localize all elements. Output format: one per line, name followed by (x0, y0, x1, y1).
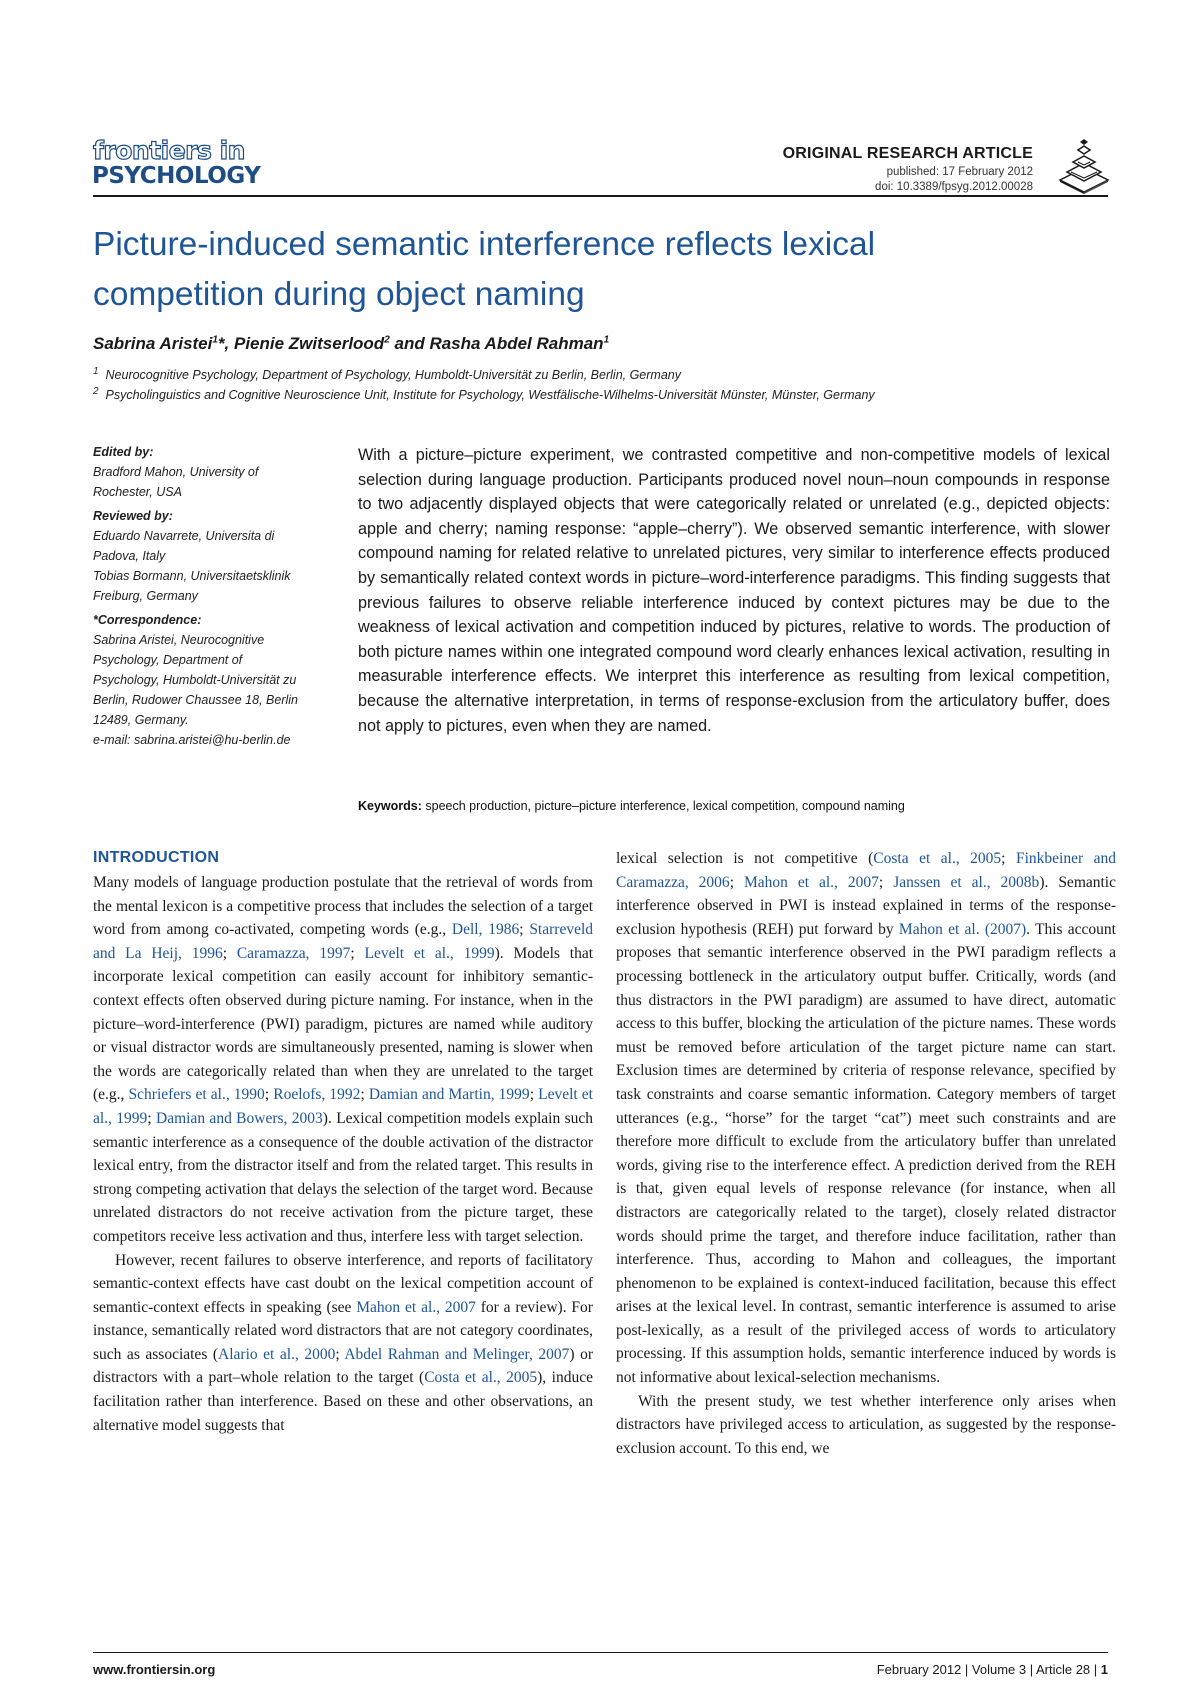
abstract: With a picture–picture experiment, we contrasted competitive and non-competitive models of lexical selection during language production. Participants produced novel noun–noun compounds in response to two adjacently displayed objects that were categorically related or unrelated (e.g., depicted objects: apple and cherry; naming response: “apple–cherry”). We observed semantic interference, with slower compound naming for related relative to unrelated pictures, very similar to interference effects produced by semantically related context words in picture–word-interference paradigms. This finding suggests that previous failures to observe reliable interference induced by context pictures may be due to the weakness of lexical activation and competition induced by pictures, relative to words. The production of both picture names within one integrated compound word clearly enhances lexical activation, resulting in measurable interference effects. We interpret this interference as resulting from lexical competition, because the alternative interpretation, in terms of response-exclusion from the articulatory buffer, does not apply to pictures, even when they are named. (358, 446, 1110, 735)
correspondence-line: Psychology, Humboldt-Universität zu (93, 673, 297, 687)
citation-link[interactable]: Finkbeiner and Caramazza, 2006 (616, 850, 1116, 891)
paragraph: Many models of language production postulate that the retrieval of words from the mental lexicon is a competitive process that includes the selection of a target word from among co-activated, competing words (e.g., Dell, 1986; Starreveld and La Heij, 1996; Caramazza, 1997; Levelt et al., 1999). Models that incorporate lexical competition can easily account for inhibitory semantic-context effects often observed during picture naming. For instance, when in the picture–word-interference (PWI) paradigm, pictures are named while auditory or visual distractor words are simultaneously presented, naming is slower when the words are categorically related than when they are unrelated to the target (e.g., Schriefers et al., 1990; Roelofs, 1992; Damian and Martin, 1999; Levelt et al., 1999; Damian and Bowers, 2003). Lexical competition models explain such semantic interference as a consequence of the double activation of the distractor lexical entry, from the distractor itself and from the related target. This results in strong competing activation that delays the selection of the target word. Because unrelated distractors do not receive activation from the picture target, these competitors receive less activation and thus, interfere less with target selection. (93, 874, 594, 1245)
reviewer-line: Eduardo Navarrete, Universita di (93, 529, 275, 543)
citation-link[interactable]: Mahon et al., 2007 (356, 1298, 476, 1316)
right-column (616, 847, 1116, 1460)
paragraph: lexical selection is not competitive (Costa et al., 2005; Finkbeiner and Caramazza, 2006; Mahon et al., 2007; Janssen et al., 2008b). Semantic interference observed in PWI is instead explained in terms of the response-exclusion hypothesis (REH) put forward by Mahon et al. (2007). This account proposes that semantic interference observed in the PWI paradigm reflects a processing bottleneck in the articulatory output buffer. Critically, words (and thus distractors in the PWI paradigm) are assumed to have direct, automatic access to this buffer, blocking the articulation of the picture names. These words must be removed before articulation of the target picture name can start. Exclusion times are determined by criteria of response relevance, specified by task constraints and coarse semantic information. Category members of target utterances (e.g., “horse” for the target “cat”) meet such constraints and are therefore more difficult to exclude from the articulatory buffer than unrelated words, giving rise to the interference effect. A prediction derived from the REH is that, given equal levels of response relevance (for instance, when all distractors are categorically related to the target), closely related distractor words should prime the target, and therefore induce facilitation, rather than interference. Thus, according to Mahon and colleagues, the important phenomenon to be explained is context-induced facilitation, because this effect arises at the lexical level. In contrast, semantic interference is assumed to arise post-lexically, as a result of the privileged access of words to articulatory processing. If this assumption holds, semantic interference induced by words is not informative about lexical-selection mechanisms. (616, 850, 1116, 1387)
correspondence-line: Berlin, Rudower Chaussee 18, Berlin (93, 693, 298, 707)
author-1-corr-mark: * (217, 334, 225, 353)
page-number: 1 (1100, 1662, 1108, 1677)
correspondence-line: Psychology, Department of (93, 653, 243, 667)
keywords-label: Keywords: (358, 799, 422, 813)
correspondence-email[interactable]: e-mail: sabrina.aristei@hu-berlin.de (93, 733, 291, 747)
article-type: ORIGINAL RESEARCH ARTICLE (782, 145, 1033, 162)
author-2-affil: 2 (384, 334, 390, 346)
reviewer-line: Padova, Italy (93, 549, 166, 563)
edited-by-label: Edited by: (93, 445, 154, 459)
title-line-1: Picture-induced semantic interference reflects lexical (93, 226, 876, 263)
author-list (93, 334, 609, 354)
author-separator: , (224, 334, 234, 353)
citation-link[interactable]: Costa et al., 2005 (424, 1369, 538, 1387)
citation-link[interactable]: Abdel Rahman and Melinger, 2007 (344, 1345, 570, 1363)
journal-logo-line1: frontiers in (93, 136, 245, 165)
author-1: Sabrina Aristei (93, 334, 213, 353)
article-title (93, 220, 1103, 320)
editor-line: Rochester, USA (93, 485, 182, 499)
left-column (93, 871, 593, 1437)
citation-link[interactable]: Dell, 1986 (451, 921, 520, 939)
affiliation-2-text: Psycholinguistics and Cognitive Neuroscience Unit, Institute for Psychology, Westfälische-Wilhelms-Universität Münster, Münster, Germany (105, 388, 875, 403)
author-separator: and (389, 334, 430, 353)
header-rule (93, 195, 1108, 197)
footer-rule (93, 1652, 1108, 1653)
side-panel (93, 442, 318, 750)
affiliation-2-number: 2 (93, 386, 99, 397)
citation-link[interactable]: Levelt et al., 1999 (93, 1086, 593, 1127)
journal-logo-line2: PSYCHOLOGY (92, 163, 261, 189)
frontiers-emblem-icon (1058, 138, 1110, 199)
affiliation-2 (93, 386, 875, 402)
author-1-affil: 1 (212, 334, 218, 346)
keywords-text: speech production, picture–picture interference, lexical competition, compound naming (425, 799, 905, 813)
footer-info (877, 1662, 1108, 1677)
citation-link[interactable]: Mahon et al. (2007) (898, 920, 1027, 938)
citation-link[interactable]: Janssen et al., 2008b (893, 873, 1040, 891)
citation-link[interactable]: Mahon et al., 2007 (743, 873, 879, 891)
keywords (358, 799, 905, 813)
editor-line: Bradford Mahon, University of (93, 465, 259, 479)
footer-issue: February 2012 | Volume 3 | Article 28 | (876, 1662, 1101, 1677)
citation-link[interactable]: Starreveld and La Heij, 1996 (93, 921, 594, 962)
author-2: Pienie Zwitserlood (234, 334, 385, 353)
citation-link[interactable]: Alario et al., 2000 (218, 1345, 336, 1363)
reviewer-line: Tobias Bormann, Universitaetsklinik (93, 569, 291, 583)
section-heading-introduction: INTRODUCTION (93, 849, 220, 866)
citation-link[interactable]: Damian and Martin, 1999 (368, 1086, 530, 1104)
author-3: Rasha Abdel Rahman (429, 334, 604, 353)
doi: doi: 10.3389/fpsyg.2012.00028 (875, 181, 1033, 193)
citation-link[interactable]: Levelt et al., 1999 (364, 944, 495, 962)
correspondence-label: *Correspondence: (93, 613, 202, 627)
correspondence-line: 12489, Germany. (93, 713, 189, 727)
affiliation-1-text: Neurocognitive Psychology, Department of Psychology, Humboldt-Universität zu Berlin, Berlin, Germany (105, 368, 681, 383)
author-3-affil: 1 (603, 334, 610, 346)
paragraph: However, recent failures to observe interference, and reports of facilitatory semantic-context effects have cast doubt on the lexical competition account of semantic-context effects in speaking (see Mahon et al., 2007 for a review). For instance, semantically related word distractors that are not category coordinates, such as associates (Alario et al., 2000; Abdel Rahman and Melinger, 2007) or distractors with a part–whole relation to the target (Costa et al., 2005), induce facilitation rather than interference. Based on these and other observations, an alternative model suggests that (93, 1251, 594, 1434)
paragraph: With the present study, we test whether interference only arises when distractors have privileged access to articulation, as suggested by the response-exclusion account. To this end, we (616, 1392, 1116, 1457)
reviewer-line: Freiburg, Germany (93, 589, 198, 603)
affiliation-1-number: 1 (93, 366, 99, 377)
correspondence-line: Sabrina Aristei, Neurocognitive (93, 633, 265, 647)
citation-link[interactable]: Caramazza, 1997 (236, 944, 351, 962)
footer-url[interactable]: www.frontiersin.org (93, 1662, 216, 1677)
citation-link[interactable]: Schriefers et al., 1990 (128, 1086, 265, 1104)
affiliation-1 (93, 366, 681, 382)
citation-link[interactable]: Roelofs, 1992 (273, 1086, 361, 1104)
reviewed-by-label: Reviewed by: (93, 509, 173, 523)
title-line-2: competition during object naming (93, 276, 585, 313)
citation-link[interactable]: Costa et al., 2005 (873, 850, 1002, 867)
citation-link[interactable]: Damian and Bowers, 2003 (156, 1109, 323, 1127)
published-date: published: 17 February 2012 (886, 166, 1033, 178)
